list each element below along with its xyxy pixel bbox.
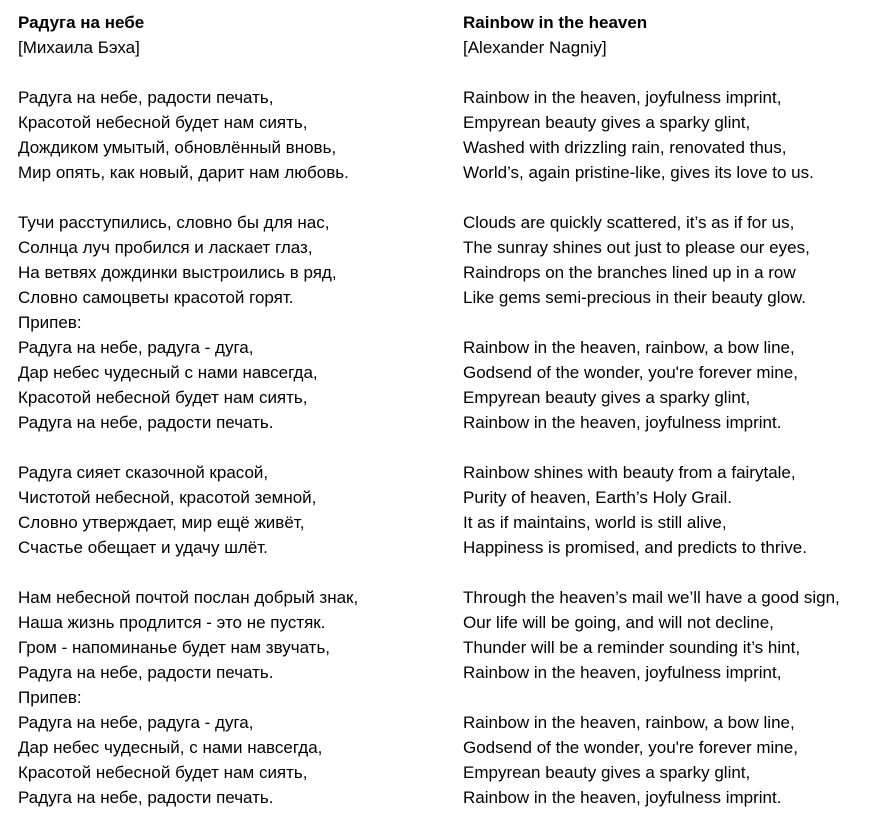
poem-line: Радуга на небе, радости печать, <box>18 88 274 107</box>
poem-line: It as if maintains, world is still alive, <box>463 513 727 532</box>
poem-line: Нам небесной почтой послан добрый знак, <box>18 588 359 607</box>
poem-line: Rainbow in the heaven, joyfulness imprint, <box>463 663 782 682</box>
poem-line: The sunray shines out just to please our eyes, <box>463 238 810 257</box>
russian-poem-title: Радуга на небе <box>18 13 145 32</box>
poem-line: Through the heaven’s mail we’ll have a good sign, <box>463 588 840 607</box>
poem-line: Припев: <box>18 313 82 332</box>
poem-line: Словно утверждает, мир ещё живёт, <box>18 513 305 532</box>
blank-line <box>18 185 438 210</box>
poem-line: Rainbow in the heaven, joyfulness imprint. <box>463 413 782 432</box>
poem-line: Rainbow in the heaven, joyfulness imprint. <box>463 788 782 807</box>
poem-line: Дар небес чудесный, с нами навсегда, <box>18 738 323 757</box>
poem-line: Мир опять, как новый, дарит нам любовь. <box>18 163 349 182</box>
russian-poem-column <box>18 10 438 810</box>
english-poem-lines <box>463 60 888 810</box>
blank-line <box>463 685 888 710</box>
poem-line: Чистотой небесной, красотой земной, <box>18 488 317 507</box>
poem-line: Purity of heaven, Earth’s Holy Grail. <box>463 488 732 507</box>
poem-line: Солнца луч пробился и ласкает глаз, <box>18 238 313 257</box>
poem-line: Дождиком умытый, обновлённый вновь, <box>18 138 337 157</box>
poem-line: Empyrean beauty gives a sparky glint, <box>463 763 751 782</box>
poem-line: Happiness is promised, and predicts to thrive. <box>463 538 807 557</box>
poem-line: Красотой небесной будет нам сиять, <box>18 388 308 407</box>
poem-line: Empyrean beauty gives a sparky glint, <box>463 388 751 407</box>
blank-line <box>463 435 888 460</box>
poem-line: Godsend of the wonder, you're forever mine, <box>463 363 798 382</box>
poem-line: Rainbow in the heaven, rainbow, a bow line, <box>463 338 795 357</box>
poem-line: Дар небес чудесный с нами навсегда, <box>18 363 318 382</box>
english-poem-column <box>463 10 888 810</box>
blank-line <box>463 560 888 585</box>
poem-line: Красотой небесной будет нам сиять, <box>18 113 308 132</box>
english-poem-title: Rainbow in the heaven <box>463 13 648 32</box>
poem-line: Our life will be going, and will not decline, <box>463 613 774 632</box>
poem-line: Rainbow in the heaven, rainbow, a bow line, <box>463 713 795 732</box>
poem-line: Clouds are quickly scattered, it’s as if for us, <box>463 213 795 232</box>
poem-line: World’s, again pristine-like, gives its love to us. <box>463 163 814 182</box>
poem-line: На ветвях дождинки выстроились в ряд, <box>18 263 337 282</box>
poem-line: Радуга на небе, радости печать. <box>18 788 274 807</box>
poem-line: Счастье обещает и удачу шлёт. <box>18 538 268 557</box>
poem-line: Красотой небесной будет нам сиять, <box>18 763 308 782</box>
blank-line <box>463 310 888 335</box>
english-poem-author: [Alexander Nagniy] <box>463 38 607 57</box>
poem-line: Thunder will be a reminder sounding it’s hint, <box>463 638 801 657</box>
poem-line: Словно самоцветы красотой горят. <box>18 288 294 307</box>
poem-line: Гром - напоминанье будет нам звучать, <box>18 638 331 657</box>
poem-line: Rainbow shines with beauty from a fairytale, <box>463 463 796 482</box>
poem-line: Припев: <box>18 688 82 707</box>
poem-line: Rainbow in the heaven, joyfulness imprint, <box>463 88 782 107</box>
poem-line: Радуга на небе, радуга - дуга, <box>18 713 254 732</box>
poem-line: Радуга сияет сказочной красой, <box>18 463 269 482</box>
poem-line: Радуга на небе, радости печать. <box>18 413 274 432</box>
poem-line: Empyrean beauty gives a sparky glint, <box>463 113 751 132</box>
poem-line: Godsend of the wonder, you're forever mine, <box>463 738 798 757</box>
blank-line <box>18 435 438 460</box>
blank-line <box>463 185 888 210</box>
blank-line <box>18 560 438 585</box>
blank-line <box>463 60 888 85</box>
russian-poem-author: [Михаила Бэха] <box>18 38 140 57</box>
poem-line: Raindrops on the branches lined up in a row <box>463 263 796 282</box>
blank-line <box>18 60 438 85</box>
poem-line: Радуга на небе, радуга - дуга, <box>18 338 254 357</box>
poem-line: Тучи расступились, словно бы для нас, <box>18 213 330 232</box>
poem-line: Like gems semi-precious in their beauty glow. <box>463 288 806 307</box>
poem-line: Радуга на небе, радости печать. <box>18 663 274 682</box>
poem-line: Washed with drizzling rain, renovated thus, <box>463 138 787 157</box>
poem-line: Наша жизнь продлится - это не пустяк. <box>18 613 326 632</box>
russian-poem-lines <box>18 60 438 810</box>
